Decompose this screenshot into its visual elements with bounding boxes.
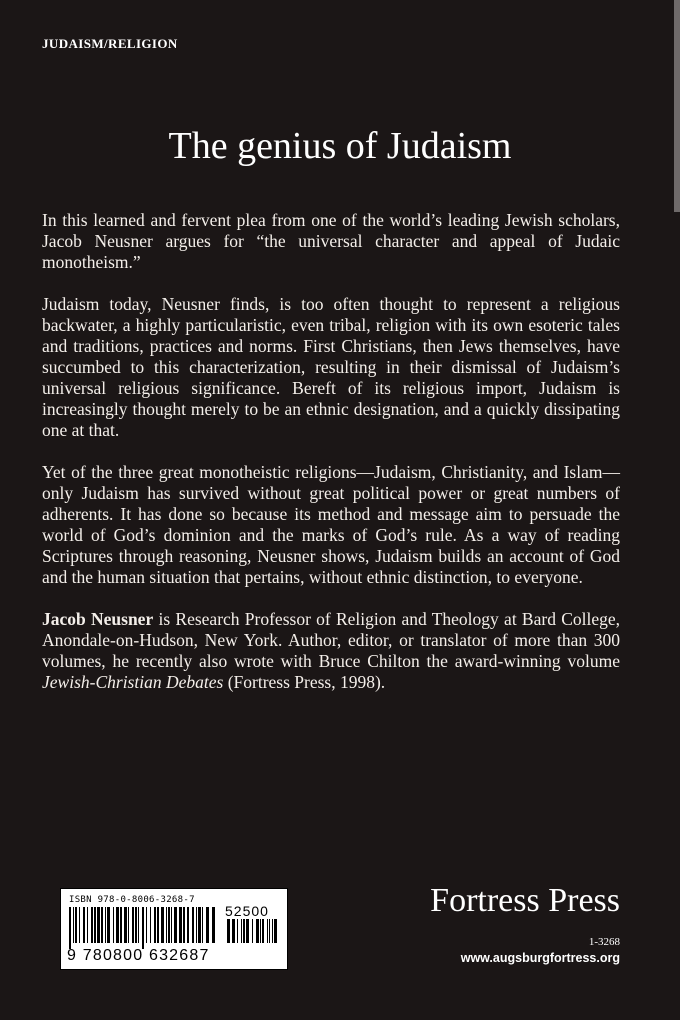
barcode-bar [262,919,264,943]
barcode-bar [252,919,253,943]
barcode-bar [154,907,156,943]
barcode-bar [171,907,172,943]
barcode-bar [87,907,88,943]
barcode-bar [274,919,277,943]
barcode-bar [113,907,114,943]
barcode-bar [241,919,242,943]
barcode-bar [187,907,189,943]
category-label: JUDAISM/RELIGION [42,36,178,51]
barcode-bar [124,907,127,943]
description-paragraph: In this learned and fervent plea from one of the world’s leading Jewish scholars, Jacob Neusner argues for “the universal character and appeal of Judaic monotheism.” [42,210,620,272]
barcode-bar [73,907,74,943]
barcode-bar [196,907,197,943]
price-addon-digits: 52500 [225,903,269,919]
barcode-bar [150,907,151,943]
barcode-bar [83,907,85,943]
barcode-bar [206,907,209,943]
description-body [42,210,620,693]
barcode-bar [69,907,71,949]
barcode-bar [243,919,245,943]
ean-digits: 9 780800 632687 [67,947,210,964]
barcode-bar [157,907,159,943]
book-title: The genius of Judaism [168,125,512,167]
barcode-bar [192,907,194,943]
related-book-title: Jewish-Christian Debates [42,672,224,692]
publisher-url: www.augsburgfortress.org [460,951,620,965]
author-bio-text-end: (Fortress Press, 1998). [223,672,386,692]
barcode-bar [179,907,182,943]
barcode-bar [246,919,249,943]
barcode-bar [94,907,96,943]
ean-barcode-bars [69,907,217,949]
barcode-bar [142,907,144,949]
barcode-bar [212,907,215,943]
barcode-bar [272,919,273,943]
barcode-bar [256,919,259,943]
author-bio-text: is Research Professor of Religion and Theology at Bard College, Anondale-on-Hudson, New York. Author, editor, or translator of more than 300 volumes, he recently also wrote with Bruce Chilton the award-winning volume [42,609,621,671]
barcode-bar [91,907,93,943]
barcode-bar [146,907,147,943]
barcode-bar [260,919,261,943]
barcode-bar [120,907,122,943]
barcode-bar [232,919,235,943]
publisher-code: 1-3268 [588,936,620,948]
barcode-bar [135,907,137,943]
barcode-bar [128,907,129,943]
barcode-bar [267,919,268,943]
barcode-bar [101,907,103,943]
barcode-bar [174,907,177,943]
barcode-bar [75,907,77,943]
isbn-label: ISBN 978-0-8006-3268-7 [69,895,195,905]
barcode-bar [269,919,270,943]
cover-edge-strip [674,0,680,212]
barcode-bar [107,907,110,943]
barcode-bar [116,907,119,943]
barcode-bar [168,907,170,943]
barcode-bar [97,907,100,943]
author-bio [42,609,620,693]
description-paragraph: Judaism today, Neusner finds, is too often thought to represent a religious backwater, a highly particularistic, even tribal, religion with its own esoteric tales and traditions, practices and norms. First Christians, then Jews themselves, have succumbed to this characterization, resulting in their dismissal of Judaism’s universal religious significance. Bereft of its religious import, Judaism is increasingly thought merely to be an ethnic designation, and a quickly dissipating one at that. [42,294,620,440]
author-name: Jacob Neusner [42,609,154,629]
barcode-bar [161,907,164,943]
addon-barcode-bars [227,919,279,949]
description-paragraph: Yet of the three great monotheistic religions—Judaism, Christianity, and Islam—only Judaism has survived without great political power or great numbers of adherents. It has done so because its method and message aim to persuade the world of God’s dominion and the marks of God’s rule. As a way of reading Scriptures through reasoning, Neusner shows, Judaism builds an account of God and the human situation that pertains, without ethnic distinction, to everyone. [42,462,620,587]
barcode-bar [79,907,80,943]
barcode-bar [132,907,134,943]
barcode-bar [227,919,230,943]
barcode-bar [198,907,201,943]
barcode-bar [105,907,106,943]
isbn-barcode [60,888,288,970]
barcode-bar [138,907,139,943]
barcode-bar [237,919,238,943]
barcode-bar [202,907,203,943]
barcode-bar [183,907,185,943]
publisher-name: Fortress Press [430,882,620,919]
barcode-bar [166,907,167,943]
